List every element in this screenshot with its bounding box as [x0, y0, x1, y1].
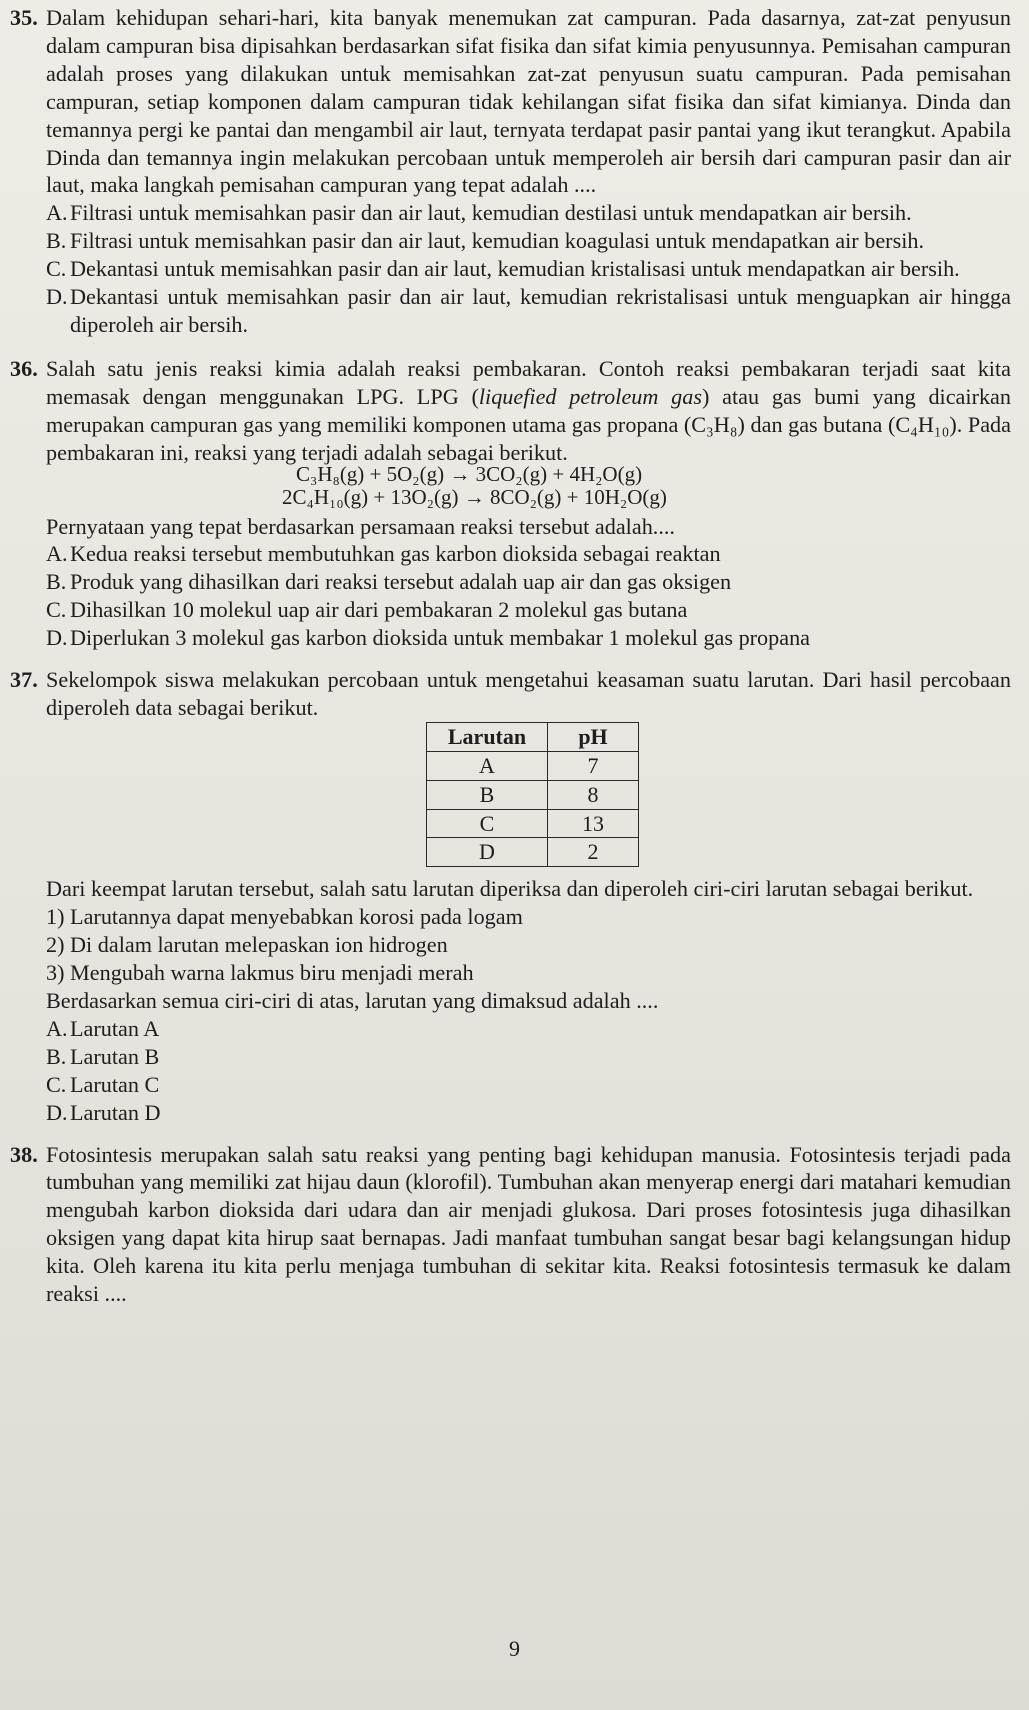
reaction-equations: [282, 463, 1011, 509]
table-row: A 7: [427, 751, 639, 780]
option-a: A. Kedua reaksi tersebut membutuhkan gas karbon dioksida sebagai reaktan: [46, 541, 721, 567]
question-text: Dalam kehidupan sehari-hari, kita banyak menemukan zat campuran. Pada dasarnya, zat-zat penyusun dalam campuran bisa dipisahkan berdasarkan sifat fisika dan sifat kimia penyusunnya. Pemisahan campuran adalah proses yang dilakukan untuk memisahkan zat-zat penyusun suatu campuran. Pada pemisahan campuran, setiap komponen dalam campuran tidak kehilangan sifat fisika dan sifat kimianya. Dinda dan temannya pergi ke pantai dan mengambil air laut, ternyata terdapat pasir pantai yang ikut terangkut. Apabila Dinda dan temannya ingin melakukan percobaan untuk memperoleh air bersih dari campuran pasir dan air laut, maka langkah pemisahan campuran yang tepat adalah ....: [46, 5, 1011, 198]
question-stem: Pernyataan yang tepat berdasarkan persamaan reaksi tersebut adalah....: [46, 513, 675, 539]
page-number: 9: [509, 1636, 520, 1661]
option-b: B. Filtrasi untuk memisahkan pasir dan air laut, kemudian koagulasi untuk mendapatkan air bersih.: [46, 228, 925, 254]
table-row: D 2: [427, 838, 639, 867]
list-item: 3) Mengubah warna lakmus biru menjadi merah: [46, 960, 474, 986]
question-text: Salah satu jenis reaksi kimia adalah reaksi pembakaran. Contoh reaksi pembakaran terjadi saat kita memasak dengan menggunakan LPG. LPG (liquefied petroleum gas) atau gas bumi yang dicairkan merupakan campuran gas yang memiliki komponen utama gas propana (C₃H₈) dan gas butana (C₄H₁₀). Pada pembakaran ini, reaksi yang terjadi adalah sebagai berikut.: [46, 355, 1011, 465]
question-number: 35.: [10, 5, 38, 30]
question-number: 37.: [10, 667, 38, 693]
option-c: C. Larutan C: [46, 1071, 160, 1097]
option-c: C. Dihasilkan 10 molekul uap air dari pembakaran 2 molekul gas butana: [46, 597, 688, 623]
question-36: [10, 355, 1011, 652]
question-stem: Berdasarkan semua ciri-ciri di atas, larutan yang dimaksud adalah ....: [46, 988, 659, 1013]
question-number: 36.: [10, 355, 38, 381]
question-38: [10, 1141, 1011, 1308]
table-header: Larutan: [427, 722, 548, 751]
option-d: D. Diperlukan 3 molekul gas karbon dioksida untuk membakar 1 molekul gas propana: [46, 625, 811, 651]
option-b: B. Larutan B: [46, 1043, 160, 1069]
table-header: pH: [548, 722, 639, 751]
question-text: Fotosintesis merupakan salah satu reaksi yang penting bagi kehidupan manusia. Fotosintesis terjadi pada tumbuhan yang memiliki zat hijau daun (klorofil). Tumbuhan akan menyerap energi dari matahari kemudian mengubah karbon dioksida dari udara dan air menjadi glukosa. Dari proses fotosintesis juga dihasilkan oksigen yang dapat kita hirup saat bernapas. Jadi manfaat tumbuhan sangat besar bagi kelangsungan hidup kita. Oleh karena itu kita perlu menjaga tumbuhan di sekitar kita. Reaksi fotosintesis termasuk ke dalam reaksi ....: [46, 1141, 1011, 1307]
ph-table: [426, 722, 639, 868]
option-a: A. Larutan A: [46, 1015, 160, 1041]
table-row: B 8: [427, 780, 639, 809]
question-number: 38.: [10, 1141, 38, 1167]
equation-butane: 2C₄H₁₀(g) + 13O₂(g) → 8CO₂(g) + 10H₂O(g): [282, 484, 667, 509]
question-35: [10, 4, 1011, 339]
list-item: 2) Di dalam larutan melepaskan ion hidrogen: [46, 932, 448, 958]
question-intro: Sekelompok siswa melakukan percobaan untuk mengetahui keasaman suatu larutan. Dari hasil percobaan diperoleh data sebagai berikut.: [46, 667, 1011, 720]
option-a: A. Filtrasi untuk memisahkan pasir dan air laut, kemudian destilasi untuk mendapatkan air bersih.: [46, 200, 912, 226]
option-d: D. Larutan D: [46, 1099, 161, 1125]
option-d: D. Dekantasi untuk memisahkan pasir dan air laut, kemudian rekristalisasi untuk menguapkan air hingga diperoleh air bersih.: [46, 284, 1011, 337]
question-after-table: Dari keempat larutan tersebut, salah satu larutan diperiksa dan diperoleh ciri-ciri larutan sebagai berikut.: [46, 876, 974, 902]
table-row: C 13: [427, 809, 639, 838]
option-b: B. Produk yang dihasilkan dari reaksi tersebut adalah uap air dan gas oksigen: [46, 569, 732, 595]
question-37: [10, 666, 1011, 1127]
option-c: C. Dekantasi untuk memisahkan pasir dan air laut, kemudian kristalisasi untuk mendapatkan air bersih.: [46, 256, 960, 282]
list-item: 1) Larutannya dapat menyebabkan korosi pada logam: [46, 904, 523, 930]
equation-propane: C₃H₈(g) + 5O₂(g) → 3CO₂(g) + 4H₂O(g): [296, 461, 643, 486]
